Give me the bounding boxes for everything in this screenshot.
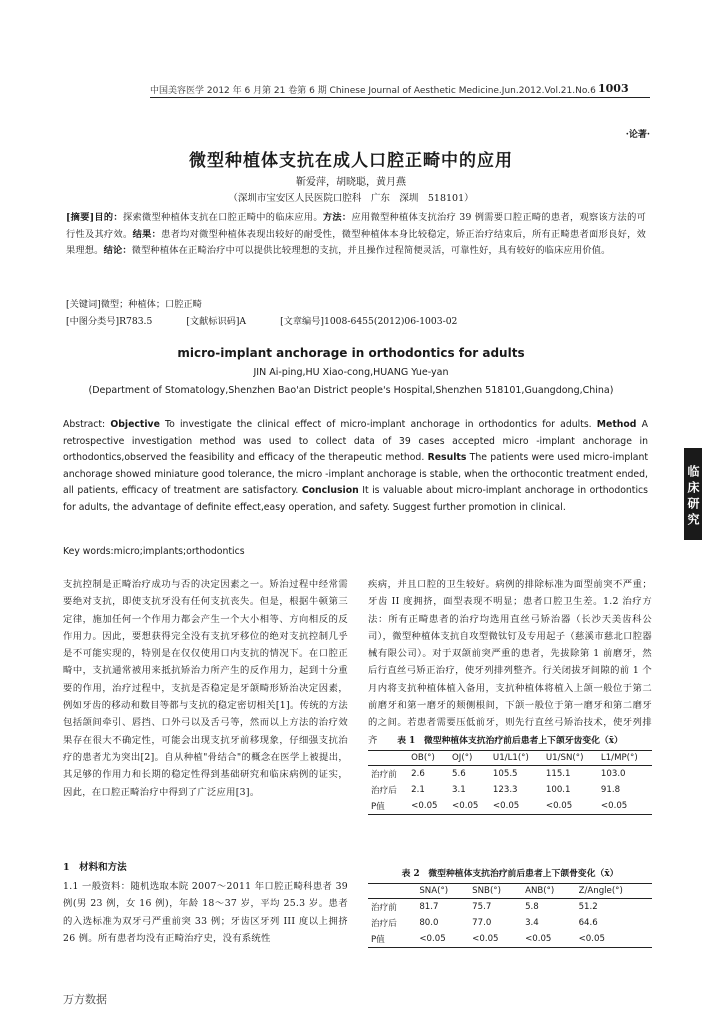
conclusion-en-label: Conclusion bbox=[301, 485, 359, 496]
keywords-english: Key words:micro;implants;orthodontics bbox=[63, 546, 245, 557]
table-1 bbox=[368, 750, 652, 815]
table-cell: <0.05 bbox=[522, 931, 576, 948]
table-cell: 2.6 bbox=[411, 769, 425, 779]
table-cell: 治疗前 bbox=[371, 903, 397, 913]
section-side-tab: 临床研究 bbox=[684, 448, 702, 540]
conclusion-en-text: It is valuable about micro-implant anchorage in orthodontics for adults, the advantage of definite effect,easy operation, and safety. Suggest further promotion in clinical. bbox=[63, 485, 648, 513]
conclusion-text: 微型种植体在正畸治疗中可以提供比较理想的支抗，并且操作过程简便灵活，可靠性好，具有较好的临床应用价值。 bbox=[131, 245, 611, 257]
table-cell: 115.1 bbox=[545, 769, 571, 779]
affiliation-chinese: （深圳市宝安区人民医院口腔科 广东 深圳 518101） bbox=[228, 193, 474, 204]
table-cell: 治疗前 bbox=[371, 770, 397, 780]
table-cell: 3.4 bbox=[525, 918, 539, 928]
table-header-cell: SNB(°) bbox=[469, 884, 522, 899]
section-label: ·论著· bbox=[625, 130, 650, 140]
clc-number: [中图分类号]R783.5 bbox=[66, 316, 153, 327]
abstract-chinese bbox=[66, 210, 646, 260]
conclusion-label: 结论： bbox=[103, 245, 132, 257]
watermark: 万方数据 bbox=[63, 993, 107, 1006]
objective-text: 探索微型种植体支抗在口腔正畸中的临床应用。 bbox=[122, 212, 323, 223]
table-cell: 64.6 bbox=[578, 918, 598, 928]
table-cell: 3.1 bbox=[452, 785, 466, 795]
section-heading-materials: 1 材料和方法 bbox=[63, 862, 127, 873]
table-cell: 51.2 bbox=[578, 902, 598, 912]
abstract-english bbox=[63, 417, 648, 516]
table-cell: <0.05 bbox=[469, 931, 522, 948]
table-header-row bbox=[368, 884, 652, 899]
result-text: 患者均对微型种植体表现出较好的耐受性，微型种植体本身比较稳定，矫正治疗结束后，所有正畸患者面形良好，效果理想。 bbox=[66, 228, 646, 257]
table-cell: <0.05 bbox=[449, 798, 490, 815]
table-1-caption: 表 1 微型种植体支抗治疗前后患者上下颌牙齿变化（x̄） bbox=[397, 736, 623, 746]
authors-chinese: 靳爱萍，胡晓聪，黄月燕 bbox=[296, 177, 406, 188]
table-cell: <0.05 bbox=[416, 931, 469, 948]
body-right-text: 疾病，并且口腔的卫生较好。病例的排除标准为面型前突不严重；牙齿 II 度拥挤，面型表现不明显；患者口腔卫生差。1.2 治疗方法：所有正畸患者的治疗均选用直丝弓矫治器（长沙天美齿科公司），微型种植体支抗自攻型微钛钉及专用起子（慈溪市慈北口腔器械有限公司）。对于双颌前突严重的患者，先拔除第 1 前磨牙，然后行直丝弓矫正治疗，使牙列排列整齐。行关闭拔牙间隙的前 1 个月内将支抗种植体植入备用，支抗种植体将植入上颌一般位于第二前磨牙和第一磨牙的颊侧根间，下颌一般位于第一磨牙和第二磨牙的之间。若患者需要压低前牙，则先行直丝弓矫治技术，使牙列排齐 bbox=[368, 579, 652, 746]
table-header-cell: Z/Angle(°) bbox=[576, 884, 652, 899]
table-row bbox=[368, 766, 652, 783]
table-cell: 100.1 bbox=[545, 785, 571, 795]
table-cell: <0.05 bbox=[543, 798, 598, 815]
table-row bbox=[368, 798, 652, 815]
body-left-intro: 支抗控制是正畸治疗成功与否的决定因素之一。矫治过程中经常需要绝对支抗，即使支抗牙没有任何支抗丧失。但是，根据牛顿第三定律，施加任何一个作用力都会产生一个大小相等、方向相反的反作用力。因此，要想获得完全没有支抗牙移位的绝对支抗控制几乎是不可能实现的，特别是在仅仅使用口内支抗的情况下。在口腔正畸中，支抗通常被用来抵抗矫治力所产生的反作用力，起到十分重要的作用，治疗过程中，支抗是否稳定是牙颌畸形矫治决定因素，例如牙齿的移动和数目等都与支抗的稳定密切相关[1]。传统的方法包括颌间牵引、唇挡、口外弓以及舌弓等，然而以上方法的治疗效果存在很大不确定性，可能会出现支抗牙前移现象，仔细强支抗治疗的患者尤为突出[2]。自从种植"骨结合"的概念在医学上被提出，其足够的作用力和长期的稳定性得到基础研究和临床病例的证实，因此，在口腔正畸治疗中得到了广泛应用[3]。 bbox=[63, 579, 348, 798]
result-en-label: Results bbox=[427, 452, 467, 463]
authors-english: JIN Ai-ping,HU Xiao-cong,HUANG Yue-yan bbox=[253, 367, 449, 378]
table-cell: 123.3 bbox=[492, 785, 518, 795]
table-header-cell: L1/MP(°) bbox=[598, 751, 652, 766]
table-2-caption: 表 2 微型种植体支抗治疗前后患者上下颌骨变化（x̄） bbox=[401, 869, 619, 879]
table-cell: P值 bbox=[368, 931, 416, 948]
objective-en-label: Objective bbox=[110, 419, 160, 430]
objective-en-text: To investigate the clinical effect of micro-implant anchorage in orthodontics for adults. bbox=[165, 419, 592, 430]
table-1-block bbox=[368, 733, 652, 815]
title-english: micro-implant anchorage in orthodontics for adults bbox=[177, 346, 525, 360]
table-row bbox=[368, 782, 652, 798]
table-cell: <0.05 bbox=[576, 931, 652, 948]
table-cell: 77.0 bbox=[472, 918, 492, 928]
abstract-label: [摘要] bbox=[66, 212, 95, 223]
page-number: 1003 bbox=[598, 82, 629, 95]
table-row bbox=[368, 915, 652, 931]
table-header-cell: ANB(°) bbox=[522, 884, 576, 899]
result-en-text: The patients were used micro-implant anchorage showed miniature good tolerance, the micro -implant anchorage is stable, when the orthocontic treatment ended, all patients, efficacy of treatment are satisfactory. bbox=[63, 452, 648, 496]
objective-label: 目的： bbox=[94, 212, 123, 223]
method-en-text: A retrospective investigation method was used to collect data of 39 cases accepted micro -implant anchorage in orthodontics,observed the feasibility and efficacy of the therapeutic method. bbox=[63, 419, 648, 463]
table-header-cell bbox=[368, 884, 416, 899]
table-cell: P值 bbox=[368, 798, 408, 815]
running-header: 中国美容医学 2012 年 6 月第 21 卷第 6 期 Chinese Journal of Aesthetic Medicine.Jun.2012.Vol.21.No.6 bbox=[150, 86, 596, 96]
table-header-cell: U1/L1(°) bbox=[490, 751, 543, 766]
table-cell: 治疗后 bbox=[371, 919, 397, 929]
table-cell: 75.7 bbox=[472, 902, 492, 912]
table-cell: 103.0 bbox=[600, 769, 626, 779]
body-left-general-data: 1.1 一般资料：随机选取本院 2007～2011 年口腔正畸科患者 39 例(男 23 例，女 16 例)，年龄 18～37 岁，平均 25.3 岁。患者的入选标准为双牙弓严重前突 33 例；牙齿区牙列 III 度以上拥挤 26 例。所有患者均没有正畸治疗史，没有系统性 bbox=[63, 881, 348, 944]
table-cell: <0.05 bbox=[598, 798, 652, 815]
table-row bbox=[368, 931, 652, 948]
table-cell: 80.0 bbox=[419, 918, 439, 928]
method-text: 应用微型种植体支抗治疗 39 例需要口腔正畸的患者，观察该方法的可行性及其疗效。 bbox=[66, 212, 646, 240]
table-cell: <0.05 bbox=[490, 798, 543, 815]
result-label: 结果： bbox=[132, 228, 162, 240]
method-en-label: Method bbox=[596, 419, 637, 430]
table-header-cell: OB(°) bbox=[408, 751, 449, 766]
keywords-chinese: [关键词]微型；种植体；口腔正畸 bbox=[66, 299, 202, 310]
table-header-cell: SNA(°) bbox=[416, 884, 469, 899]
table-header-cell: U1/SN(°) bbox=[543, 751, 598, 766]
table-cell: 5.6 bbox=[452, 769, 466, 779]
table-cell: 5.8 bbox=[525, 902, 539, 912]
article-id: [文章编号]1008-6455(2012)06-1003-02 bbox=[280, 316, 458, 327]
table-cell: 治疗后 bbox=[371, 786, 397, 796]
affiliation-english: (Department of Stomatology,Shenzhen Bao'an District people's Hospital,Shenzhen 518101,Guangdong,China) bbox=[88, 385, 614, 396]
table-cell: 81.7 bbox=[419, 902, 439, 912]
table-2-block bbox=[368, 866, 652, 948]
document-code: [文献标识码]A bbox=[186, 316, 247, 327]
table-header-cell bbox=[368, 751, 408, 766]
table-header-cell: OJ(°) bbox=[449, 751, 490, 766]
table-cell: 2.1 bbox=[411, 785, 425, 795]
table-cell: 105.5 bbox=[492, 769, 518, 779]
table-cell: 91.8 bbox=[600, 785, 621, 795]
title-chinese: 微型种植体支抗在成人口腔正畸中的应用 bbox=[189, 151, 513, 171]
abstract-en-label: Abstract: bbox=[63, 419, 106, 430]
method-label: 方法： bbox=[322, 212, 352, 223]
table-cell: <0.05 bbox=[408, 798, 449, 815]
table-row bbox=[368, 899, 652, 916]
table-2 bbox=[368, 883, 652, 948]
header-rule bbox=[150, 97, 650, 98]
classification-line bbox=[66, 313, 646, 327]
table-header-row bbox=[368, 751, 652, 766]
